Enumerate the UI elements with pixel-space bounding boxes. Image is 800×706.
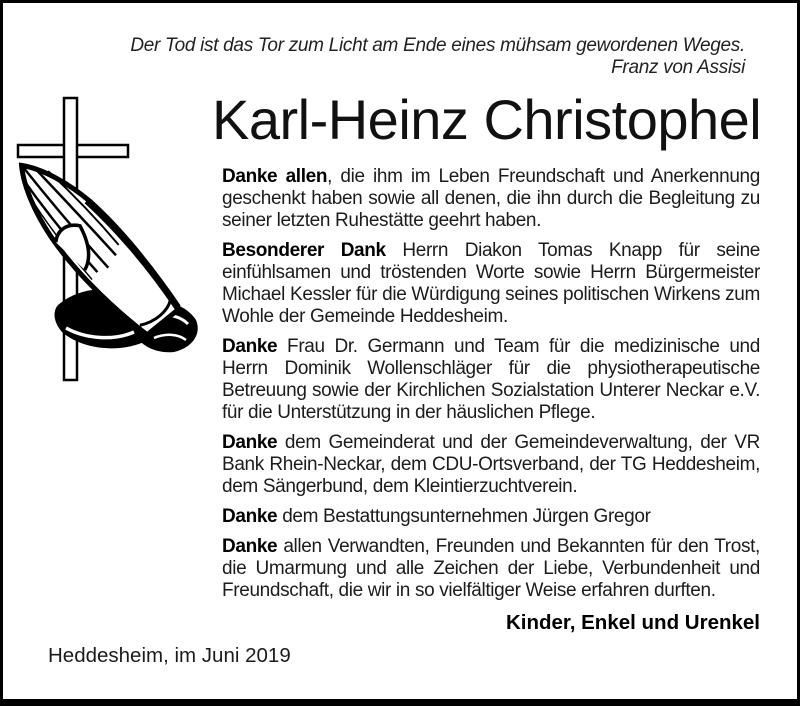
- epigraph-attribution: Franz von Assisi: [611, 57, 745, 78]
- deceased-name: Karl-Heinz Christophel: [212, 88, 762, 151]
- paragraph-lead: Danke: [222, 506, 278, 527]
- paragraph-thanks-undertaker: [222, 506, 760, 528]
- paragraph-thanks-all: [222, 166, 760, 232]
- paragraph-lead: Danke: [222, 536, 278, 557]
- paragraph-text: Herrn Diakon Tomas Knapp für seine einfühlsamen und tröstenden Worte sowie Herrn Bürgermeister Michael Kessler für die Würdigung seines politischen Wirkens zum Wohle der Gemeinde Heddesheim.: [222, 240, 760, 327]
- praying-hands-cross-illustration: [8, 90, 215, 387]
- paragraph-text: allen Verwandten, Freunden und Bekannten für den Trost, die Umarmung und alle Zeichen der Liebe, Verbundenheit und Freundschaft, die wir in so vielfältiger Weise erfahren durften.: [222, 536, 760, 601]
- epigraph-quote: Der Tod ist das Tor zum Licht am Ende eines mühsam gewordenen Weges.: [130, 35, 745, 56]
- paragraph-thanks-community: [222, 432, 760, 498]
- paragraph-lead: Besonderer Dank: [222, 240, 386, 261]
- thanks-paragraphs: [222, 166, 760, 602]
- paragraph-special-thanks: [222, 240, 760, 328]
- place-date: Heddesheim, im Juni 2019: [48, 644, 291, 667]
- family-signature: Kinder, Enkel und Urenkel: [505, 611, 760, 634]
- paragraph-text: Frau Dr. Germann und Team für die medizinische und Herrn Dominik Wollenschläger für die physiotherapeutische Betreuung sowie der Kirchlichen Sozialstation Unterer Neckar e.V. für die Unterstützung in der häuslichen Pflege.: [222, 336, 760, 423]
- epigraph: [130, 35, 745, 79]
- paragraph-text: , die ihm im Leben Freundschaft und Anerkennung geschenkt haben sowie all denen, die ihn durch die Begleitung zu seiner letzten Ruhestätte geehrt haben.: [222, 166, 760, 231]
- paragraph-thanks-relatives: [222, 536, 760, 602]
- paragraph-text: dem Gemeinderat und der Gemeindeverwaltung, der VR Bank Rhein-Neckar, dem CDU-Ortsverband, der TG Heddesheim, dem Sängerbund, dem Kleintierzuchtverein.: [222, 432, 760, 497]
- paragraph-lead: Danke: [222, 336, 278, 357]
- paragraph-lead: Danke allen: [222, 166, 328, 187]
- praying-hands-cross-icon: [8, 90, 215, 387]
- paragraph-text: dem Bestattungsunternehmen Jürgen Gregor: [277, 506, 651, 527]
- paragraph-lead: Danke: [222, 432, 278, 453]
- paragraph-thanks-medical: [222, 336, 760, 424]
